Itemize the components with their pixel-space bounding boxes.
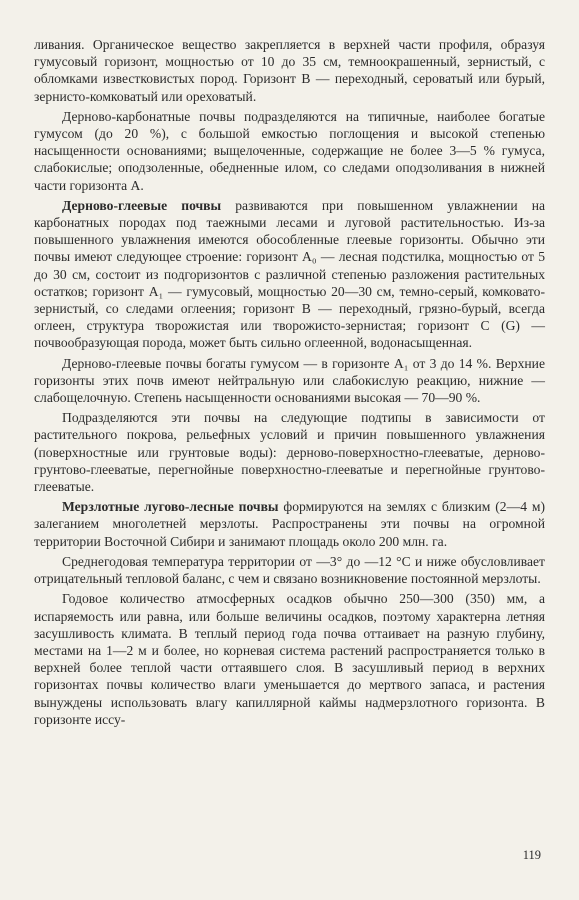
text-run: Дерново-карбонатные почвы подразделяются на типичные, наиболее богатые гумусом (до 20 %), с большой емкостью поглощения и высокой степенью насыщенности основаниями; выщелоченные, содержащие не более 3—5 % гумуса, слабокислые; оподзоленные, обедненные илом, со следами оподзоливания в нижней части горизонта A. bbox=[34, 108, 545, 193]
paragraph bbox=[34, 197, 545, 352]
text-run: Годовое количество атмосферных осадков обычно 250—300 (350) мм, а испаряемость или равна, или больше величины осадков, поэтому характерна летняя засушливость климата. В теплый период года почва оттаивает на разную глубину, местами на 1—2 м и более, но корневая система растений распространяется только в верхней более теплой части оттаявшего слоя. В засушливый период в верхних горизонтах почвы количество влаги уменьшается до мертвого запаса, и растения вынуждены использовать влагу капиллярной каймы надмерзлотного горизонта. В горизонте иссу- bbox=[34, 591, 545, 727]
text-run: Дерново-глеевые почвы богаты гумусом — в горизонте A₁ от 3 до 14 %. Верхние горизонты этих почв имеют нейтральную или слабокислую реакцию, нижние — слабощелочную. Степень насыщенности основаниями высокая — 70—90 %. bbox=[34, 355, 545, 406]
text-run: Среднегодовая температура территории от —3° до —12 °C и ниже обусловливает отрицательный тепловой баланс, с чем и связано возникновение постоянной мерзлоты. bbox=[34, 553, 545, 587]
page-number: 119 bbox=[522, 848, 541, 862]
text-run: Подразделяются эти почвы на следующие подтипы в зависимости от растительного покрова, рельефных условий и причин повышенного увлажнения (поверхностные или грунтовые воды): дерново-поверхностно-глееватые, дерново-грунтово-глееватые, перегнойные поверхностно-глееватые и перегнойные грунтово-глееватые. bbox=[34, 410, 545, 495]
paragraph bbox=[34, 553, 545, 587]
bold-term: Мерзлотные лугово-лесные почвы bbox=[62, 499, 279, 515]
paragraph bbox=[34, 355, 545, 407]
paragraph bbox=[34, 590, 545, 728]
paragraph bbox=[34, 409, 545, 495]
body-text bbox=[34, 36, 545, 728]
text-run: развиваются при повышенном увлажнении на карбонатных породах под таежными лесами и луговой растительностью. Из-за повышенного увлажнения имеются обособленные глеевые горизонты. Обычно эти почвы имеют следующее строение: горизонт A₀ — лесная подстилка, мощностью от 5 до 30 см, состоит из подгоризонтов с различной степенью разложения растительных остатков; горизонт A₁ — гумусовый, мощностью 20—30 см, темно-серый, комковато-зернистый, со следами оглеения; горизонт B — переходный, грязно-бурый, всегда оглеен, структура творожистая или творожисто-зернистая; горизонт C (G) — почвообразующая порода, может быть сильно оглеенной, водонасыщенная. bbox=[34, 197, 546, 351]
text-run: ливания. Органическое вещество закрепляется в верхней части профиля, образуя гумусовый горизонт, мощностью от 10 до 35 см, темноокрашенный, зернистый, с обломками известковистых пород. Горизонт B — переходный, сероватый или бурый, зернисто-комковатый или ореховатый. bbox=[34, 37, 545, 104]
paragraph bbox=[34, 108, 545, 194]
text-run: формируются на землях с близким (2—4 м) залеганием многолетней мерзлоты. Распространены эти почвы на огромной территории Восточной Сибири и занимают площадь около 200 млн. га. bbox=[34, 499, 545, 549]
bold-term: Дерново-глеевые почвы bbox=[62, 197, 222, 213]
paragraph bbox=[34, 36, 545, 105]
paragraph bbox=[34, 498, 545, 550]
